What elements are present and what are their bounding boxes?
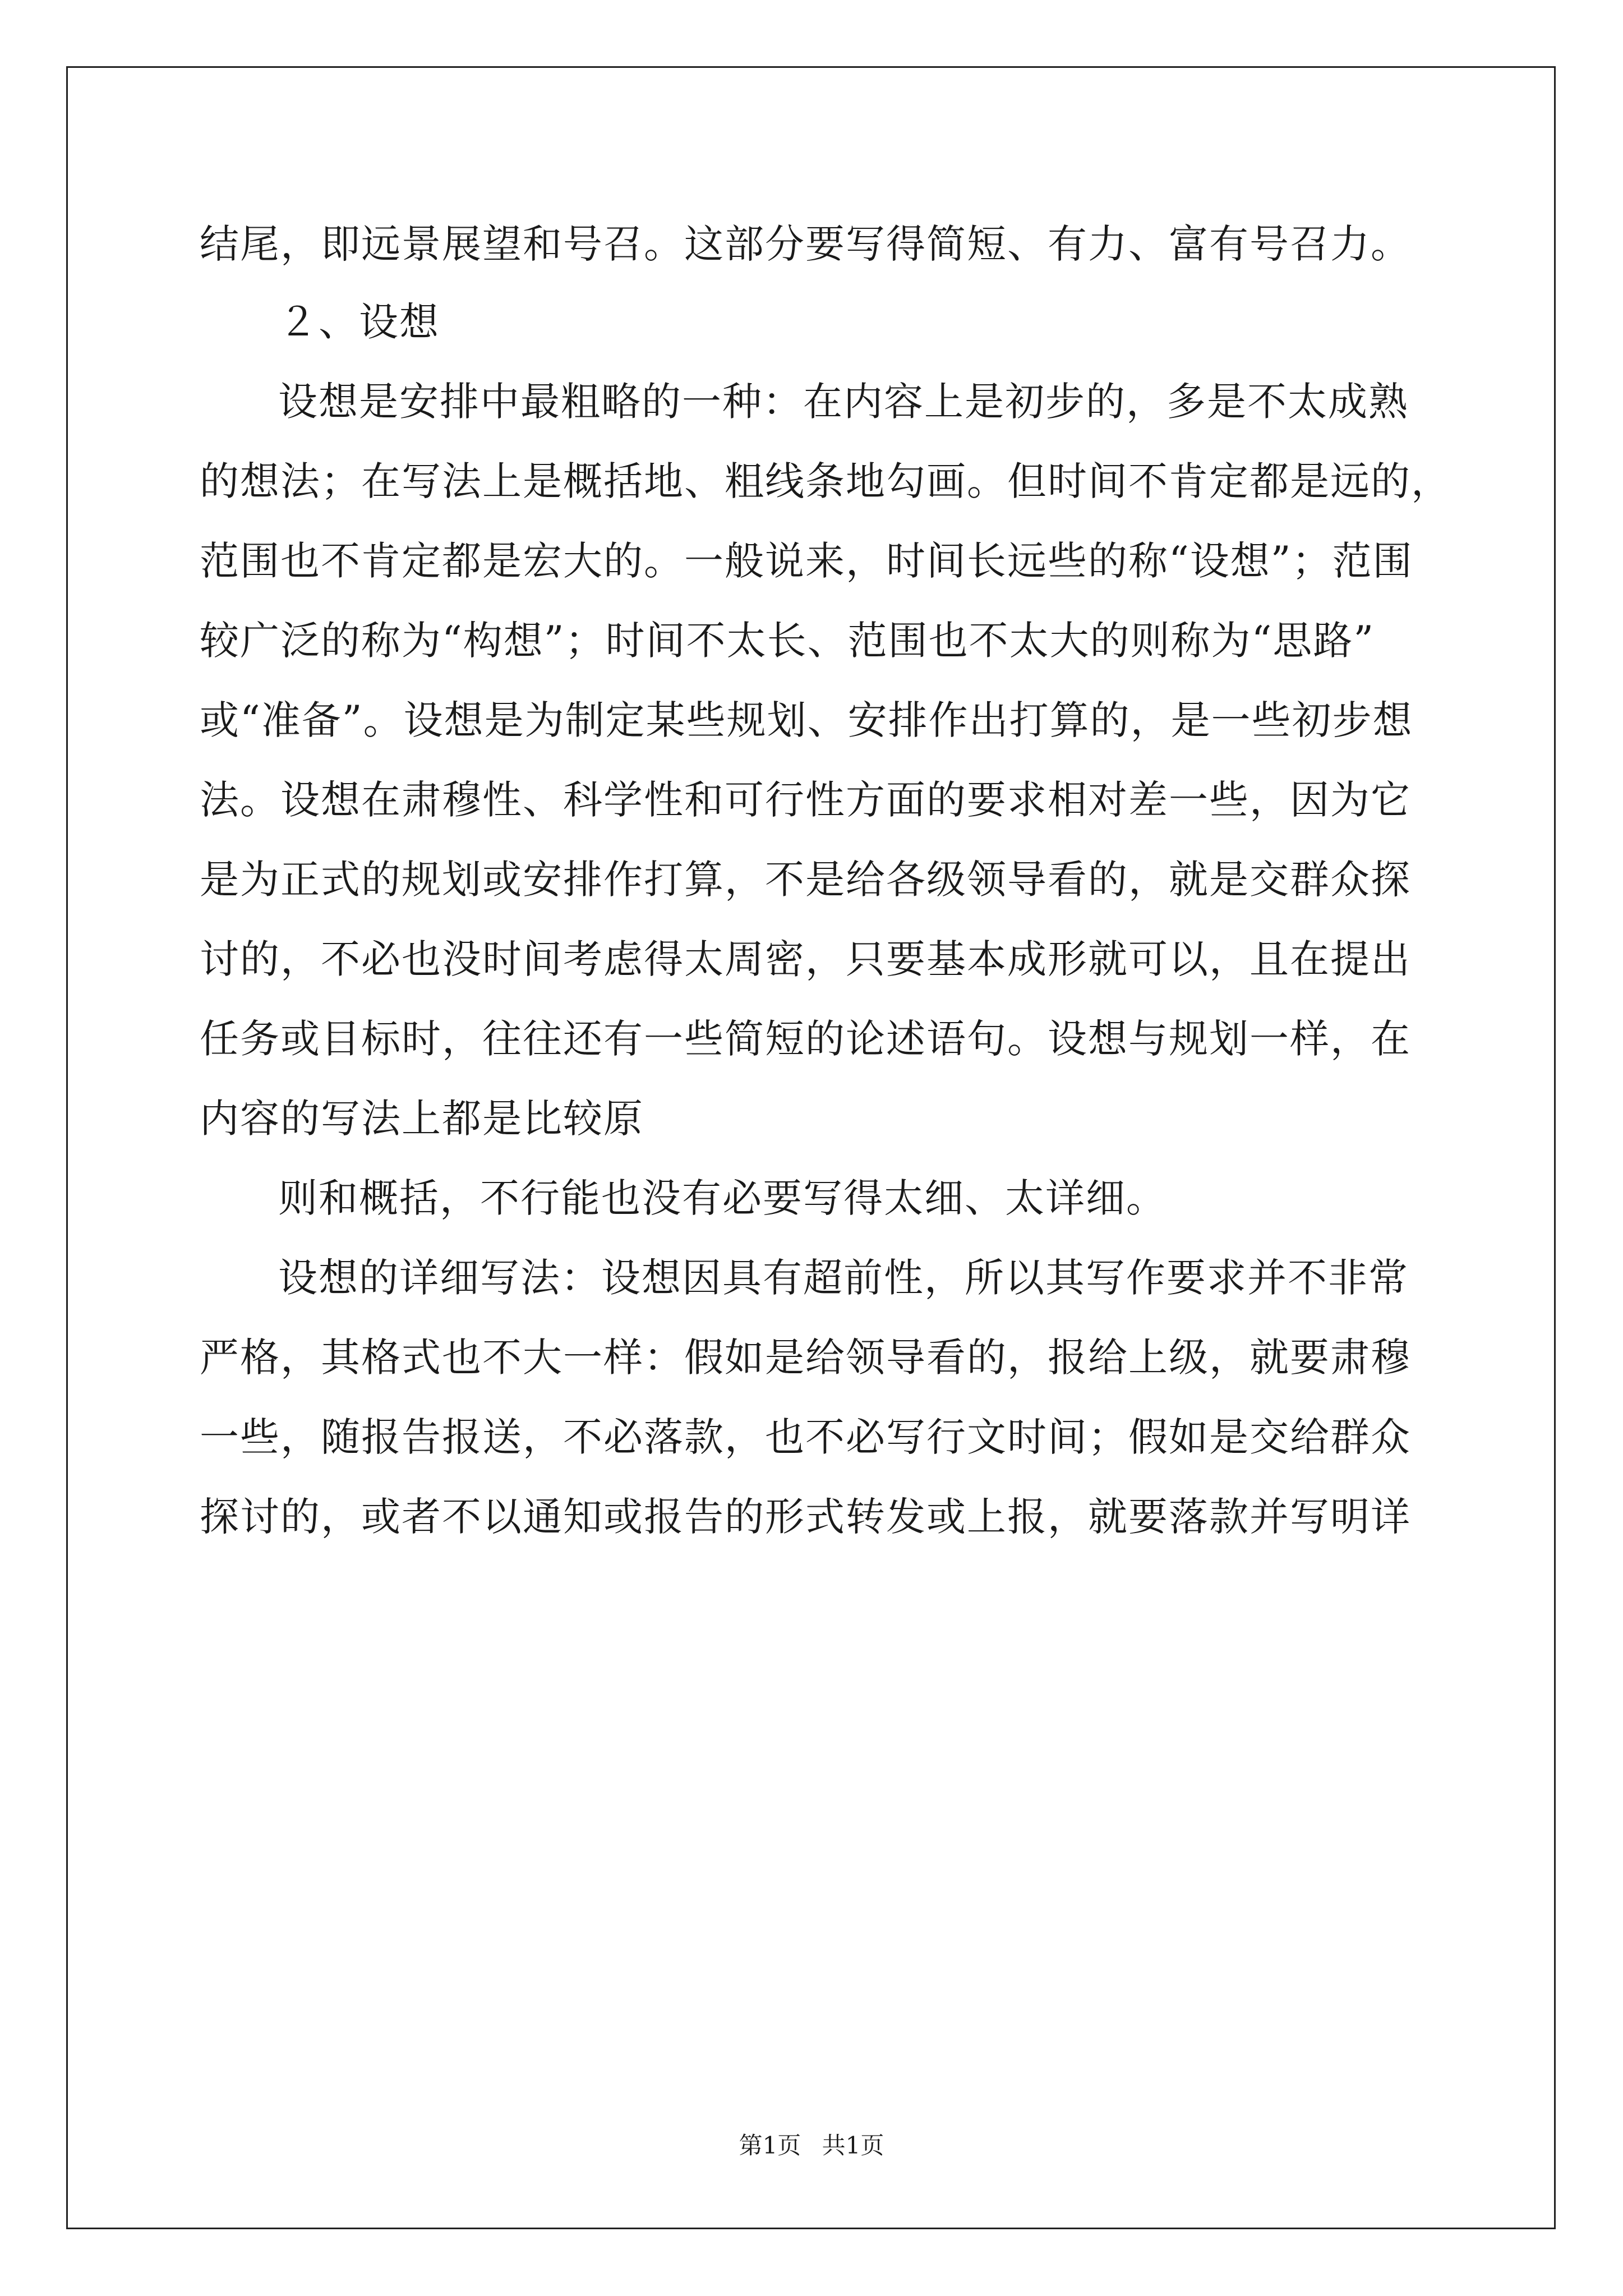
text-line: 设想是安排中最粗略的一种：在内容上是初步的，多是不太成熟 xyxy=(278,379,1409,425)
text-line: 或“准备”。设想是为制定某些规划、安排作出打算的，是一些初步想 xyxy=(200,697,1413,743)
text-line: 的想法；在写法上是概括地、粗线条地勾画。但时间不肯定都是远的， xyxy=(200,458,1451,504)
text-line: 严格，其格式也不大一样：假如是给领导看的，报给上级，就要肃穆 xyxy=(200,1335,1411,1381)
text-line: 法。设想在肃穆性、科学性和可行性方面的要求相对差一些，因为它 xyxy=(200,777,1411,823)
text-line: 讨的，不必也没时间考虑得太周密，只要基本成形就可以，且在提出 xyxy=(200,936,1411,982)
page-number-current: 第1页 xyxy=(739,2132,801,2159)
page-footer xyxy=(0,2129,1623,2162)
text-line: 结尾，即远景展望和号召。这部分要写得简短、有力、富有号召力。 xyxy=(200,221,1411,267)
text-line: 任务或目标时，往往还有一些简短的论述语句。设想与规划一样，在 xyxy=(200,1016,1411,1062)
text-line: 是为正式的规划或安排作打算，不是给各级领导看的，就是交群众探 xyxy=(200,857,1411,903)
section-heading: ２、设想 xyxy=(278,299,440,345)
text-line: 则和概括，不行能也没有必要写得太细、太详细。 xyxy=(278,1175,1166,1221)
text-line: 设想的详细写法：设想因具有超前性，所以其写作要求并不非常 xyxy=(278,1255,1409,1301)
text-line: 较广泛的称为“构想”；时间不太长、范围也不太大的则称为“思路” xyxy=(200,618,1375,664)
page-number-total: 共1页 xyxy=(822,2132,884,2159)
text-line: 一些，随报告报送，不必落款，也不必写行文时间；假如是交给群众 xyxy=(200,1414,1411,1460)
text-line: 探讨的，或者不以通知或报告的形式转发或上报，就要落款并写明详 xyxy=(200,1494,1411,1540)
text-line: 内容的写法上都是比较原 xyxy=(200,1096,644,1142)
text-line: 范围也不肯定都是宏大的。一般说来，时间长远些的称“设想”；范围 xyxy=(200,538,1413,584)
